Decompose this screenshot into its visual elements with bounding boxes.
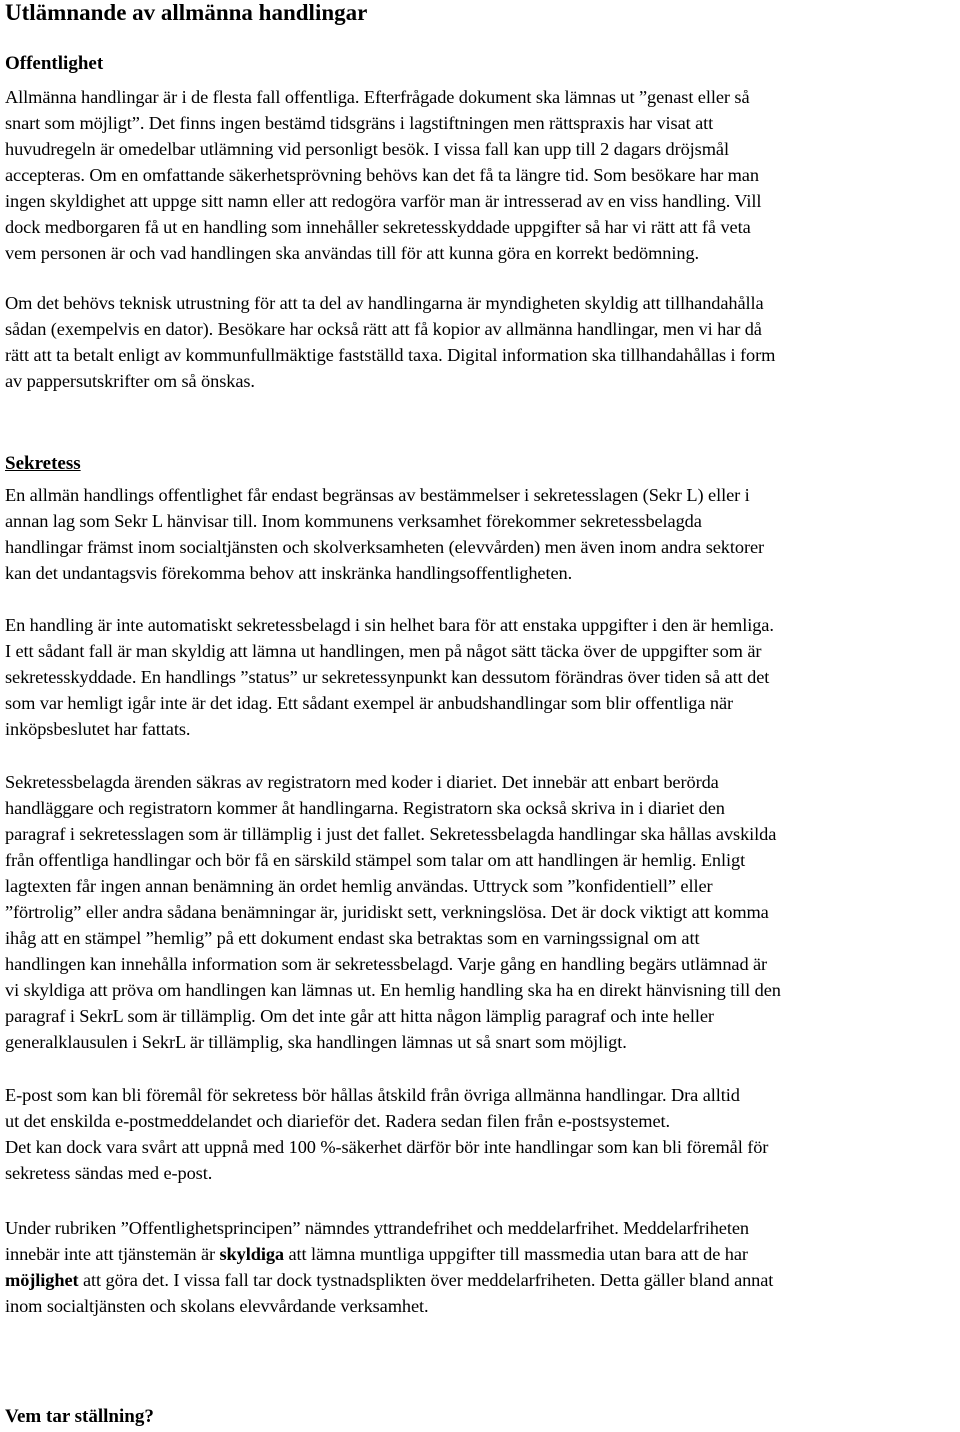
text-line: E-post som kan bli föremål för sekretess bör hållas åtskild från övriga allmänna handlingar. Dra alltid bbox=[5, 1085, 740, 1105]
text-line: kan det undantagsvis förekomma behov att inskränka handlingsoffentligheten. bbox=[5, 563, 573, 583]
section-heading-vem-tar-stallning: Vem tar ställning? bbox=[5, 1406, 154, 1427]
text-line: Det kan dock vara svårt att uppnå med 100 %-säkerhet därför bör inte handlingar som kan bli föremål för bbox=[5, 1137, 769, 1157]
text-line: huvudregeln är omedelbar utlämning vid personligt besök. I vissa fall kan upp till 2 dagars dröjsmål bbox=[5, 139, 729, 159]
text-fragment: innebär inte att tjänstemän är bbox=[5, 1244, 220, 1264]
text-line: annan lag som Sekr L hänvisar till. Inom kommunens verksamhet förekommer sekretessbelagda bbox=[5, 511, 702, 531]
text-line: En allmän handlings offentlighet får endast begränsas av bestämmelser i sekretesslagen (Sekr L) eller i bbox=[5, 485, 750, 505]
text-line: Om det behövs teknisk utrustning för att ta del av handlingarna är myndigheten skyldig att tillhandahålla bbox=[5, 293, 764, 313]
text-line: handlingar främst inom socialtjänsten och skolverksamheten (elevvården) men även inom andra sektorer bbox=[5, 537, 765, 557]
text-line: snart som möjligt”. Det finns ingen bestämd tidsgräns i lagstiftningen men rättspraxis har visat att bbox=[5, 113, 714, 133]
text-line: accepteras. Om en omfattande säkerhetsprövning behövs kan det få ta längre tid. Som besökare har man bbox=[5, 165, 759, 185]
section-heading-sekretess bbox=[5, 452, 81, 476]
paragraph-sekretess-5 bbox=[5, 1215, 957, 1319]
text-line: lagtexten får ingen annan benämning än ordet hemlig användas. Uttryck som ”konfidentiell” eller bbox=[5, 876, 713, 896]
text-line: En handling är inte automatiskt sekretessbelagd i sin helhet bara för att enstaka uppgifter i den är hemliga. bbox=[5, 615, 774, 635]
emphasis-skyldiga: skyldiga bbox=[219, 1244, 284, 1264]
text-line: rätt att ta betalt enligt av kommunfullmäktige fastställd taxa. Digital information ska tillhandahållas i form bbox=[5, 345, 776, 365]
text-line bbox=[5, 1267, 955, 1293]
paragraph-offentlighet-1 bbox=[5, 84, 957, 266]
text-line: I ett sådant fall är man skyldig att lämna ut handlingen, men på något sätt täcka över de uppgifter som är bbox=[5, 641, 762, 661]
paragraph-sekretess-4 bbox=[5, 1082, 957, 1186]
section-heading-sekretess-text: Sekretess bbox=[5, 453, 81, 474]
paragraph-sekretess-2 bbox=[5, 612, 957, 742]
text-line: från offentliga handlingar och bör få en särskild stämpel som talar om att handlingen är hemlig. Enligt bbox=[5, 850, 746, 870]
text-line: vi skyldiga att pröva om handlingen kan lämnas ut. En hemlig handling ska ha en direkt hänvisning till den bbox=[5, 980, 781, 1000]
paragraph-sekretess-3 bbox=[5, 769, 957, 1055]
text-line: handläggare och registratorn kommer åt handlingarna. Registratorn ska också skriva in i diariet den bbox=[5, 798, 725, 818]
text-line: ”förtrolig” eller andra sådana benämningar är, juridiskt sett, verkningslösa. Det är dock viktigt att komma bbox=[5, 902, 769, 922]
page-title: Utlämnande av allmänna handlingar bbox=[5, 0, 368, 25]
text-line: av pappersutskrifter om så önskas. bbox=[5, 371, 255, 391]
text-line: sekretess sändas med e-post. bbox=[5, 1163, 213, 1183]
text-line: som var hemligt igår inte är det idag. Ett sådant exempel är anbudshandlingar som blir offentliga när bbox=[5, 693, 734, 713]
text-line: vem personen är och vad handlingen ska användas till för att kunna göra en korrekt bedömning. bbox=[5, 243, 700, 263]
text-line: ut det enskilda e-postmeddelandet och diarieför det. Radera sedan filen från e-postsystemet. bbox=[5, 1111, 671, 1131]
paragraph-sekretess-1 bbox=[5, 482, 957, 586]
text-fragment: att göra det. I vissa fall tar dock tystnadsplikten över meddelarfriheten. Detta gäller bland annat bbox=[78, 1270, 774, 1290]
text-fragment: att lämna muntliga uppgifter till massmedia utan bara att de har bbox=[283, 1244, 748, 1264]
emphasis-mojlighet: möjlighet bbox=[5, 1270, 79, 1290]
text-line: Allmänna handlingar är i de flesta fall offentliga. Efterfrågade dokument ska lämnas ut ”genast eller så bbox=[5, 87, 750, 107]
text-line: inom socialtjänsten och skolans elevvårdande verksamhet. bbox=[5, 1296, 429, 1316]
text-line: ihåg att en stämpel ”hemlig” på ett dokument endast ska betraktas som en varningssignal om att bbox=[5, 928, 700, 948]
text-line: handlingen kan innehålla information som är sekretessbelagd. Varje gång en handling begärs utlämnad är bbox=[5, 954, 768, 974]
text-line: paragraf i sekretesslagen som är tillämplig i just det fallet. Sekretessbelagda handlingar ska hållas avskilda bbox=[5, 824, 777, 844]
text-line: paragraf i SekrL som är tillämplig. Om det inte går att hitta någon lämplig paragraf och inte heller bbox=[5, 1006, 714, 1026]
text-line: dock medborgaren få ut en handling som innehåller sekretesskyddade uppgifter så har vi rätt att få veta bbox=[5, 217, 751, 237]
text-line bbox=[5, 1241, 955, 1267]
text-line: Sekretessbelagda ärenden säkras av registratorn med koder i diariet. Det innebär att enbart berörda bbox=[5, 772, 719, 792]
paragraph-offentlighet-2 bbox=[5, 290, 957, 394]
text-line: ingen skyldighet att uppge sitt namn eller att redogöra varför man är intresserad av en viss handling. Vill bbox=[5, 191, 762, 211]
text-line: inköpsbeslutet har fattats. bbox=[5, 719, 191, 739]
text-line: Under rubriken ”Offentlighetsprincipen” nämndes yttrandefrihet och meddelarfrihet. Meddelarfriheten bbox=[5, 1218, 749, 1238]
text-line: generalklausulen i SekrL är tillämplig, ska handlingen lämnas ut så snart som möjligt. bbox=[5, 1032, 627, 1052]
text-line: sådan (exempelvis en dator). Besökare har också rätt att få kopior av allmänna handlingar, men vi har då bbox=[5, 319, 762, 339]
section-heading-offentlighet: Offentlighet bbox=[5, 53, 104, 74]
text-line: sekretesskyddade. En handlings ”status” ur sekretessynpunkt kan dessutom förändras över tiden så att det bbox=[5, 667, 770, 687]
